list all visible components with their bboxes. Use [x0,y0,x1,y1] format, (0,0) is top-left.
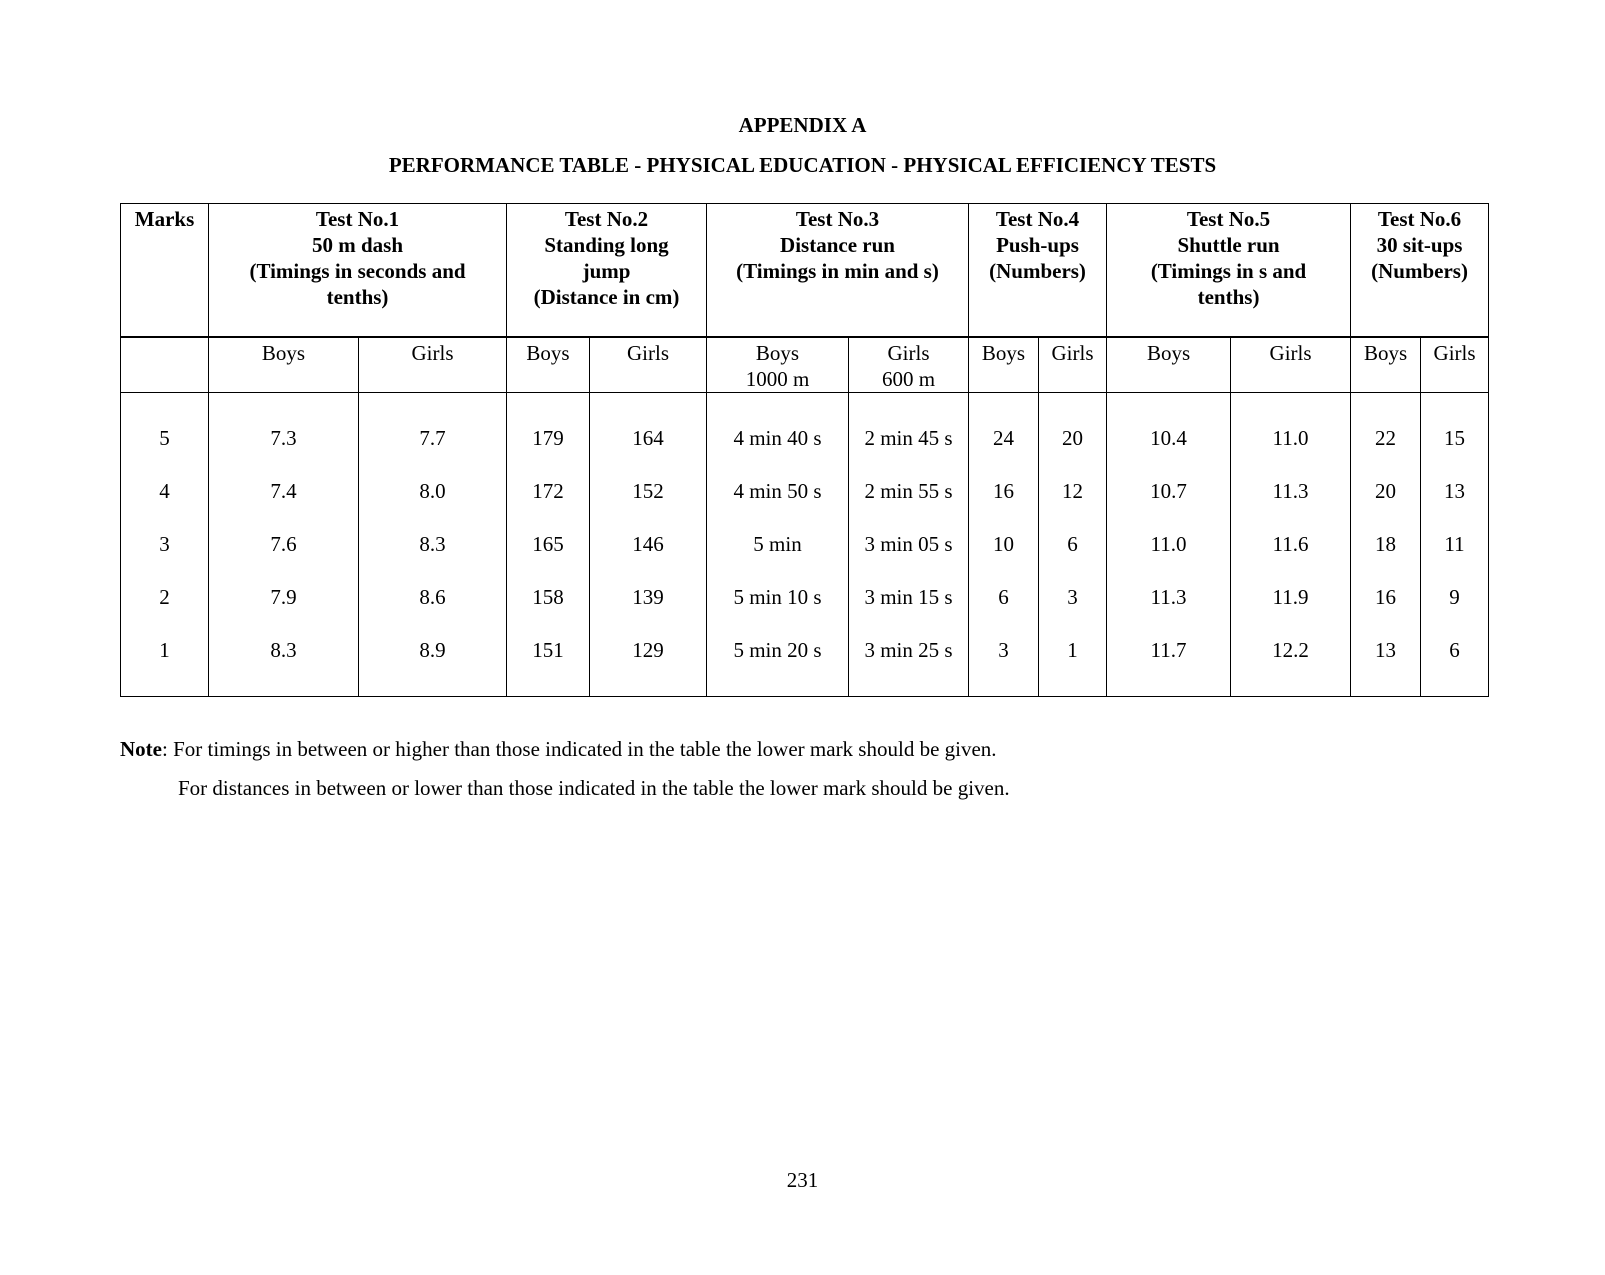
table-cell: 13 [1421,464,1489,517]
table-cell: 11 [1421,517,1489,570]
table-cell: 8.3 [209,623,359,676]
test-1-boys-header: Boys [209,337,359,393]
test-4-header [969,204,1107,338]
table-cell: 5 min 20 s [707,623,849,676]
table-cell: 8.3 [359,517,507,570]
test-5-header [1107,204,1351,338]
table-cell: 12.2 [1231,623,1351,676]
table-row [121,517,1489,570]
table-subheader-row [121,337,1489,393]
table-cell: 152 [590,464,707,517]
test-3-name: Test No.3 [795,207,880,231]
marks-subheader-empty [121,337,209,393]
test-1-girls-header: Girls [359,337,507,393]
table-cell: 10.7 [1107,464,1231,517]
table-cell: 11.7 [1107,623,1231,676]
test-3-girls-distance: 600 m [881,367,936,391]
table-cell: 3 min 25 s [849,623,969,676]
marks-cell: 3 [121,517,209,570]
table-cell: 5 min 10 s [707,570,849,623]
test-3-unit: (Timings in min and s) [736,259,939,283]
table-cell: 139 [590,570,707,623]
note-label: Note [120,737,162,761]
test-6-name: Test No.6 [1377,207,1462,231]
table-cell: 7.6 [209,517,359,570]
table-row [121,623,1489,676]
marks-cell: 4 [121,464,209,517]
test-2-unit: (Distance in cm) [533,285,680,309]
table-title: PERFORMANCE TABLE - PHYSICAL EDUCATION - PHYSICAL EFFICIENCY TESTS [388,153,1217,177]
table-cell: 11.3 [1107,570,1231,623]
table-cell: 179 [507,393,590,465]
table-cell: 3 [969,623,1039,676]
table-cell: 13 [1351,623,1421,676]
test-3-boys-distance: 1000 m [745,367,810,391]
performance-table [120,203,1489,697]
table-cell: 15 [1421,393,1489,465]
table-cell: 24 [969,393,1039,465]
table-cell: 6 [969,570,1039,623]
table-row [121,570,1489,623]
table-cell: 6 [1421,623,1489,676]
test-2-title: Standing long [544,233,669,257]
test-1-unit-cont: tenths) [326,285,389,309]
test-3-title: Distance run [780,233,895,257]
table-cell: 3 min 15 s [849,570,969,623]
table-cell: 11.6 [1231,517,1351,570]
table-cell: 12 [1039,464,1107,517]
table-cell: 20 [1351,464,1421,517]
table-cell: 7.3 [209,393,359,465]
test-3-header [707,204,969,338]
table-cell: 151 [507,623,590,676]
table-cell: 129 [590,623,707,676]
table-cell: 2 min 55 s [849,464,969,517]
appendix-title: APPENDIX A [738,113,867,137]
test-2-boys-header: Boys [507,337,590,393]
table-cell: 8.9 [359,623,507,676]
test-4-unit: (Numbers) [989,259,1086,283]
marks-cell: 2 [121,570,209,623]
test-6-title: 30 sit-ups [1376,233,1463,257]
table-cell: 3 [1039,570,1107,623]
test-1-title: 50 m dash [311,233,404,257]
table-cell: 172 [507,464,590,517]
table-cell: 8.0 [359,464,507,517]
test-5-boys-header: Boys [1107,337,1231,393]
page-number: 231 [786,1168,819,1192]
table-cell: 6 [1039,517,1107,570]
test-2-title-cont: jump [582,259,631,283]
note-text-1: : For timings in between or higher than those indicated in the table the lower mark should be given. [161,737,997,761]
table-cell: 7.7 [359,393,507,465]
table-cell: 3 min 05 s [849,517,969,570]
marks-cell: 5 [121,393,209,465]
table-cell: 11.9 [1231,570,1351,623]
table-cell: 2 min 45 s [849,393,969,465]
table-cell: 164 [590,393,707,465]
table-row [121,464,1489,517]
table-cell: 11.0 [1231,393,1351,465]
test-1-header [209,204,507,338]
table-cell: 16 [969,464,1039,517]
note-line-2: For distances in between or lower than those indicated in the table the lower mark should be given. [178,776,1010,800]
test-6-girls-header: Girls [1421,337,1489,393]
table-cell: 146 [590,517,707,570]
marks-header: Marks [121,204,209,338]
test-3-boys-header [707,337,849,393]
test-2-girls-header: Girls [590,337,707,393]
table-cell: 11.0 [1107,517,1231,570]
table-cell: 7.4 [209,464,359,517]
test-2-name: Test No.2 [564,207,649,231]
table-cell: 10.4 [1107,393,1231,465]
test-6-boys-header: Boys [1351,337,1421,393]
table-cell: 4 min 50 s [707,464,849,517]
table-cell: 16 [1351,570,1421,623]
test-4-boys-header: Boys [969,337,1039,393]
table-cell: 165 [507,517,590,570]
table-cell: 7.9 [209,570,359,623]
table-cell: 10 [969,517,1039,570]
table-cell: 11.3 [1231,464,1351,517]
table-cell: 5 min [707,517,849,570]
test-4-title: Push-ups [996,233,1079,257]
test-1-name: Test No.1 [315,207,400,231]
test-2-header [507,204,707,338]
test-5-title: Shuttle run [1177,233,1280,257]
table-cell: 18 [1351,517,1421,570]
table-cell: 8.6 [359,570,507,623]
test-5-name: Test No.5 [1186,207,1271,231]
table-cell: 22 [1351,393,1421,465]
test-4-name: Test No.4 [995,207,1080,231]
table-bottom-spacer [121,676,1489,697]
test-3-girls-label: Girls [887,341,930,365]
test-5-unit-cont: tenths) [1197,285,1260,309]
test-5-unit: (Timings in s and [1150,259,1307,283]
test-3-girls-header [849,337,969,393]
table-cell: 20 [1039,393,1107,465]
test-5-girls-header: Girls [1231,337,1351,393]
table-cell: 158 [507,570,590,623]
marks-cell: 1 [121,623,209,676]
table-cell: 4 min 40 s [707,393,849,465]
test-3-boys-label: Boys [755,341,800,365]
test-4-girls-header: Girls [1039,337,1107,393]
note-line-1 [120,737,997,762]
table-cell: 1 [1039,623,1107,676]
test-6-header [1351,204,1489,338]
test-1-unit: (Timings in seconds and [249,259,466,283]
table-cell: 9 [1421,570,1489,623]
table-header-row [121,204,1489,338]
table-row [121,393,1489,465]
test-6-unit: (Numbers) [1371,259,1468,283]
